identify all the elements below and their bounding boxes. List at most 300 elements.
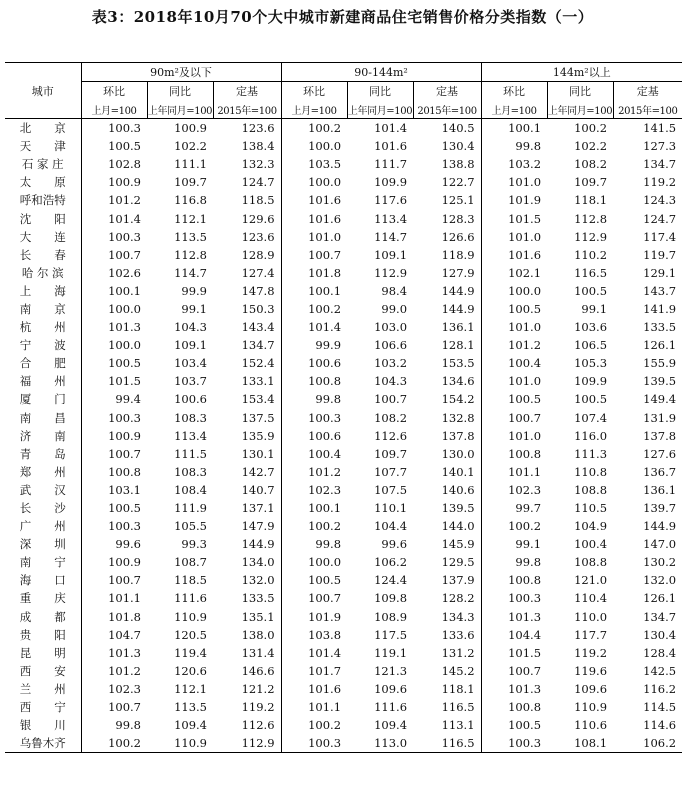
value-cell: 110.9	[574, 700, 608, 715]
value-cell: 113.0	[347, 734, 413, 753]
sub-header-large-2: 定基	[613, 82, 682, 101]
table-row	[5, 119, 682, 138]
value-cell: 100.8	[508, 573, 542, 588]
value-cell: 100.3	[108, 121, 141, 136]
value-cell: 119.4	[174, 645, 207, 660]
value-cell: 102.2	[174, 139, 207, 154]
value-cell: 107.5	[374, 482, 408, 497]
value-cell: 103.4	[174, 356, 207, 371]
value-cell: 109.7	[574, 175, 608, 190]
table-row	[5, 734, 682, 753]
value-cell: 118.5	[174, 573, 207, 588]
value-cell: 113.4	[174, 428, 207, 443]
table-row	[5, 716, 682, 734]
value-cell: 134.6	[413, 372, 481, 390]
value-cell: 139.7	[643, 501, 677, 516]
value-cell: 121.0	[574, 573, 608, 588]
value-cell: 112.1	[174, 681, 207, 696]
value-cell: 140.6	[413, 481, 481, 499]
value-cell: 99.6	[381, 537, 408, 552]
sub-header-small-2: 定基	[213, 82, 281, 101]
value-cell: 147.8	[213, 282, 281, 300]
value-cell: 144.9	[413, 300, 481, 318]
table-row	[5, 300, 682, 318]
value-cell: 121.2	[213, 680, 281, 698]
value-cell: 120.6	[174, 663, 207, 678]
value-cell: 100.9	[108, 555, 141, 570]
value-cell: 134.3	[413, 608, 481, 626]
value-cell: 108.1	[547, 734, 613, 753]
value-cell: 102.3	[108, 681, 141, 696]
value-cell: 100.5	[508, 718, 542, 733]
value-cell: 109.7	[374, 446, 408, 461]
value-cell: 104.3	[374, 374, 408, 389]
value-cell: 108.8	[574, 555, 608, 570]
value-cell: 101.2	[108, 663, 141, 678]
value-cell: 112.6	[374, 428, 408, 443]
value-cell: 128.9	[213, 246, 281, 264]
value-cell: 98.4	[381, 283, 408, 298]
value-cell: 100.8	[308, 374, 342, 389]
price-index-table	[5, 62, 682, 753]
value-cell: 101.3	[108, 320, 141, 335]
value-cell: 131.2	[413, 644, 481, 662]
value-cell: 99.7	[515, 501, 542, 516]
value-cell: 100.7	[308, 247, 342, 262]
value-cell: 99.4	[115, 392, 141, 407]
value-cell: 101.6	[374, 139, 408, 154]
value-cell: 100.7	[108, 247, 141, 262]
value-cell: 121.3	[374, 663, 408, 678]
value-cell: 108.9	[374, 609, 408, 624]
value-cell: 101.1	[108, 591, 141, 606]
value-cell: 106.2	[613, 734, 682, 753]
group-header-medium: 90-144m²	[281, 63, 481, 82]
value-cell: 113.1	[413, 716, 481, 734]
city-cell: 北 京	[5, 119, 81, 138]
city-cell: 南 京	[5, 300, 81, 318]
value-cell: 100.5	[308, 573, 342, 588]
base-header-large-1: 上年同月=100	[547, 100, 613, 119]
value-cell: 128.3	[413, 209, 481, 227]
value-cell: 127.9	[413, 264, 481, 282]
value-cell: 112.9	[374, 265, 408, 280]
value-cell: 130.0	[413, 445, 481, 463]
value-cell: 124.4	[374, 573, 408, 588]
table-row	[5, 390, 682, 408]
group-header-small: 90m²及以下	[81, 63, 281, 82]
value-cell: 133.5	[213, 589, 281, 607]
value-cell: 101.3	[108, 645, 141, 660]
city-cell: 太 原	[5, 173, 81, 191]
value-cell: 100.7	[508, 663, 542, 678]
value-cell: 105.3	[574, 356, 608, 371]
value-cell: 108.3	[174, 410, 207, 425]
value-cell: 100.0	[308, 175, 342, 190]
value-cell: 101.3	[508, 681, 542, 696]
value-cell: 128.2	[413, 589, 481, 607]
value-cell: 142.5	[643, 663, 677, 678]
value-cell: 134.0	[213, 553, 281, 571]
value-cell: 129.5	[413, 553, 481, 571]
value-cell: 134.7	[643, 157, 677, 172]
value-cell: 116.5	[574, 265, 608, 280]
value-cell: 147.9	[213, 517, 281, 535]
value-cell: 100.6	[308, 356, 342, 371]
value-cell: 150.3	[213, 300, 281, 318]
value-cell: 113.4	[374, 211, 408, 226]
value-cell: 132.8	[413, 409, 481, 427]
value-cell: 132.0	[643, 573, 677, 588]
table-row	[5, 173, 682, 191]
table-row	[5, 608, 682, 626]
value-cell: 111.5	[174, 446, 207, 461]
value-cell: 127.4	[213, 264, 281, 282]
value-cell: 101.5	[508, 211, 542, 226]
value-cell: 109.7	[174, 175, 207, 190]
value-cell: 100.2	[308, 519, 342, 534]
value-cell: 100.8	[108, 464, 141, 479]
table-row	[5, 553, 682, 571]
city-cell: 宁 波	[5, 336, 81, 354]
value-cell: 104.3	[174, 320, 207, 335]
value-cell: 138.0	[213, 626, 281, 644]
value-cell: 106.2	[374, 555, 408, 570]
value-cell: 128.4	[643, 645, 677, 660]
value-cell: 100.3	[508, 591, 542, 606]
value-cell: 137.9	[413, 571, 481, 589]
value-cell: 103.0	[374, 320, 408, 335]
value-cell: 127.3	[643, 139, 677, 154]
city-cell: 广 州	[5, 517, 81, 535]
value-cell: 146.6	[213, 662, 281, 680]
value-cell: 100.8	[508, 446, 542, 461]
value-cell: 114.6	[643, 718, 677, 733]
value-cell: 104.4	[374, 519, 408, 534]
value-cell: 109.1	[174, 338, 207, 353]
value-cell: 99.8	[515, 139, 542, 154]
value-cell: 100.0	[108, 301, 141, 316]
value-cell: 100.7	[374, 392, 408, 407]
value-cell: 104.9	[574, 519, 608, 534]
value-cell: 110.4	[574, 591, 608, 606]
table-row	[5, 571, 682, 589]
value-cell: 110.1	[374, 501, 408, 516]
table-row	[5, 698, 682, 716]
table-row	[5, 246, 682, 264]
value-cell: 126.1	[643, 338, 677, 353]
value-cell: 102.2	[574, 139, 608, 154]
value-cell: 122.7	[413, 173, 481, 191]
value-cell: 153.4	[213, 390, 281, 408]
base-header-small-1: 上年同月=100	[147, 100, 213, 119]
value-cell: 101.6	[308, 681, 342, 696]
value-cell: 119.1	[374, 645, 408, 660]
value-cell: 124.7	[213, 173, 281, 191]
value-cell: 99.3	[181, 537, 207, 552]
value-cell: 101.4	[308, 645, 342, 660]
table-row	[5, 644, 682, 662]
value-cell: 142.7	[213, 463, 281, 481]
value-cell: 104.4	[508, 627, 542, 642]
value-cell: 105.5	[174, 519, 207, 534]
value-cell: 100.7	[508, 410, 542, 425]
value-cell: 99.6	[115, 537, 141, 552]
value-cell: 109.6	[374, 681, 408, 696]
value-cell: 99.1	[181, 301, 207, 316]
value-cell: 137.5	[213, 409, 281, 427]
value-cell: 114.5	[643, 700, 677, 715]
value-cell: 136.7	[643, 464, 677, 479]
value-cell: 101.0	[508, 428, 542, 443]
value-cell: 100.7	[108, 446, 141, 461]
value-cell: 102.1	[508, 265, 542, 280]
table-row	[5, 228, 682, 246]
city-cell: 兰 州	[5, 680, 81, 698]
table-row	[5, 409, 682, 427]
value-cell: 100.0	[108, 338, 141, 353]
value-cell: 141.5	[643, 121, 677, 136]
value-cell: 129.1	[643, 265, 677, 280]
value-cell: 101.5	[508, 645, 542, 660]
value-cell: 100.3	[108, 229, 141, 244]
table-row	[5, 264, 682, 282]
value-cell: 109.6	[574, 681, 608, 696]
value-cell: 141.9	[643, 301, 677, 316]
value-cell: 124.7	[643, 211, 677, 226]
value-cell: 106.5	[574, 338, 608, 353]
value-cell: 109.9	[374, 175, 408, 190]
value-cell: 107.7	[374, 464, 408, 479]
city-cell: 上 海	[5, 282, 81, 300]
value-cell: 103.2	[374, 356, 408, 371]
value-cell: 111.6	[374, 700, 408, 715]
value-cell: 99.1	[581, 301, 608, 316]
sub-header-medium-1: 同比	[347, 82, 413, 101]
city-cell: 石 家 庄	[5, 155, 81, 173]
value-cell: 100.6	[174, 392, 207, 407]
value-cell: 104.7	[108, 627, 141, 642]
value-cell: 100.2	[508, 519, 542, 534]
value-cell: 103.7	[174, 374, 207, 389]
value-cell: 137.8	[413, 427, 481, 445]
value-cell: 103.5	[308, 157, 342, 172]
value-cell: 139.5	[413, 499, 481, 517]
value-cell: 118.5	[213, 191, 281, 209]
table-row	[5, 191, 682, 209]
value-cell: 101.0	[508, 175, 542, 190]
table-title: 表3：2018年10月70个大中城市新建商品住宅销售价格分类指数（一）	[91, 8, 594, 26]
value-cell: 130.4	[643, 627, 677, 642]
city-cell: 乌鲁木齐	[5, 734, 81, 753]
value-cell: 145.2	[413, 662, 481, 680]
value-cell: 101.7	[308, 663, 342, 678]
value-cell: 100.1	[308, 501, 342, 516]
value-cell: 102.3	[508, 482, 542, 497]
value-cell: 144.9	[213, 535, 281, 553]
value-cell: 101.4	[108, 211, 141, 226]
value-cell: 108.7	[174, 555, 207, 570]
value-cell: 135.1	[213, 608, 281, 626]
city-cell: 长 沙	[5, 499, 81, 517]
value-cell: 101.6	[308, 193, 342, 208]
value-cell: 100.7	[308, 591, 342, 606]
value-cell: 123.6	[213, 228, 281, 246]
value-cell: 118.1	[574, 193, 608, 208]
city-cell: 贵 阳	[5, 626, 81, 644]
value-cell: 132.0	[213, 571, 281, 589]
value-cell: 126.1	[643, 591, 677, 606]
value-cell: 109.1	[374, 247, 408, 262]
value-cell: 100.3	[308, 410, 342, 425]
city-cell: 合 肥	[5, 354, 81, 372]
table-row	[5, 137, 682, 155]
value-cell: 100.4	[574, 537, 608, 552]
value-cell: 108.3	[174, 464, 207, 479]
city-cell: 呼和浩特	[5, 191, 81, 209]
value-cell: 101.4	[308, 320, 342, 335]
value-cell: 147.0	[643, 537, 677, 552]
value-cell: 111.3	[574, 446, 608, 461]
value-cell: 138.4	[213, 137, 281, 155]
city-cell: 西 宁	[5, 698, 81, 716]
table-row	[5, 155, 682, 173]
value-cell: 153.5	[413, 354, 481, 372]
value-cell: 109.4	[374, 718, 408, 733]
value-cell: 133.5	[643, 320, 677, 335]
value-cell: 103.2	[508, 157, 542, 172]
value-cell: 118.1	[413, 680, 481, 698]
value-cell: 110.9	[147, 734, 213, 753]
value-cell: 136.1	[413, 318, 481, 336]
value-cell: 108.4	[174, 482, 207, 497]
value-cell: 100.2	[574, 121, 608, 136]
value-cell: 101.2	[508, 338, 542, 353]
value-cell: 130.4	[413, 137, 481, 155]
city-cell: 天 津	[5, 137, 81, 155]
value-cell: 99.1	[515, 537, 542, 552]
table-row	[5, 336, 682, 354]
value-cell: 113.5	[174, 700, 207, 715]
value-cell: 143.7	[643, 283, 677, 298]
value-cell: 123.6	[213, 119, 281, 138]
value-cell: 99.0	[381, 301, 408, 316]
value-cell: 129.6	[213, 209, 281, 227]
value-cell: 112.8	[574, 211, 608, 226]
value-cell: 100.2	[308, 121, 342, 136]
city-cell: 沈 阳	[5, 209, 81, 227]
value-cell: 101.0	[508, 229, 542, 244]
value-cell: 100.3	[108, 410, 141, 425]
city-cell: 长 春	[5, 246, 81, 264]
value-cell: 120.5	[174, 627, 207, 642]
table-row	[5, 662, 682, 680]
value-cell: 155.9	[643, 356, 677, 371]
value-cell: 100.2	[81, 734, 147, 753]
base-header-medium-1: 上年同月=100	[347, 100, 413, 119]
value-cell: 101.5	[108, 374, 141, 389]
value-cell: 131.9	[643, 410, 677, 425]
value-cell: 100.9	[174, 121, 207, 136]
value-cell: 110.0	[574, 609, 608, 624]
value-cell: 119.6	[574, 663, 608, 678]
value-cell: 99.9	[315, 338, 342, 353]
base-header-large-0: 上月=100	[481, 100, 547, 119]
value-cell: 103.1	[108, 482, 141, 497]
value-cell: 112.8	[174, 247, 207, 262]
value-cell: 100.3	[281, 734, 347, 753]
value-cell: 138.8	[413, 155, 481, 173]
sub-header-small-0: 环比	[81, 82, 147, 101]
value-cell: 100.5	[108, 356, 141, 371]
value-cell: 101.9	[308, 609, 342, 624]
city-column-header: 城市	[5, 63, 81, 119]
value-cell: 114.7	[174, 265, 207, 280]
table-row	[5, 372, 682, 390]
value-cell: 118.9	[413, 246, 481, 264]
value-cell: 99.8	[315, 537, 342, 552]
value-cell: 111.1	[174, 157, 207, 172]
value-cell: 100.5	[108, 501, 141, 516]
value-cell: 135.9	[213, 427, 281, 445]
value-cell: 140.7	[213, 481, 281, 499]
value-cell: 99.8	[115, 718, 141, 733]
table-row	[5, 589, 682, 607]
value-cell: 100.6	[308, 428, 342, 443]
city-cell: 重 庆	[5, 589, 81, 607]
base-header-small-0: 上月=100	[81, 100, 147, 119]
value-cell: 130.1	[213, 445, 281, 463]
value-cell: 100.2	[308, 718, 342, 733]
value-cell: 101.0	[508, 320, 542, 335]
city-cell: 武 汉	[5, 481, 81, 499]
sub-header-medium-0: 环比	[281, 82, 347, 101]
value-cell: 149.4	[643, 392, 677, 407]
value-cell: 119.7	[643, 247, 677, 262]
value-cell: 100.1	[308, 283, 342, 298]
value-cell: 101.1	[508, 464, 542, 479]
value-cell: 112.9	[574, 229, 608, 244]
value-cell: 113.5	[174, 229, 207, 244]
value-cell: 101.6	[508, 247, 542, 262]
sub-header-small-1: 同比	[147, 82, 213, 101]
value-cell: 137.1	[213, 499, 281, 517]
value-cell: 140.1	[413, 463, 481, 481]
value-cell: 108.2	[574, 157, 608, 172]
base-header-small-2: 2015年=100	[213, 100, 281, 119]
value-cell: 102.3	[308, 482, 342, 497]
value-cell: 101.2	[108, 193, 141, 208]
value-cell: 103.8	[308, 627, 342, 642]
value-cell: 100.0	[508, 283, 542, 298]
city-cell: 杭 州	[5, 318, 81, 336]
value-cell: 102.8	[108, 157, 141, 172]
table-row	[5, 499, 682, 517]
city-cell: 福 州	[5, 372, 81, 390]
value-cell: 110.5	[574, 501, 608, 516]
value-cell: 152.4	[213, 354, 281, 372]
value-cell: 100.7	[108, 700, 141, 715]
value-cell: 100.5	[508, 301, 542, 316]
value-cell: 134.7	[213, 336, 281, 354]
value-cell: 116.8	[174, 193, 207, 208]
table-row	[5, 626, 682, 644]
value-cell: 139.5	[643, 374, 677, 389]
value-cell: 101.0	[308, 229, 342, 244]
value-cell: 128.1	[413, 336, 481, 354]
value-cell: 100.5	[574, 392, 608, 407]
city-cell: 南 昌	[5, 409, 81, 427]
